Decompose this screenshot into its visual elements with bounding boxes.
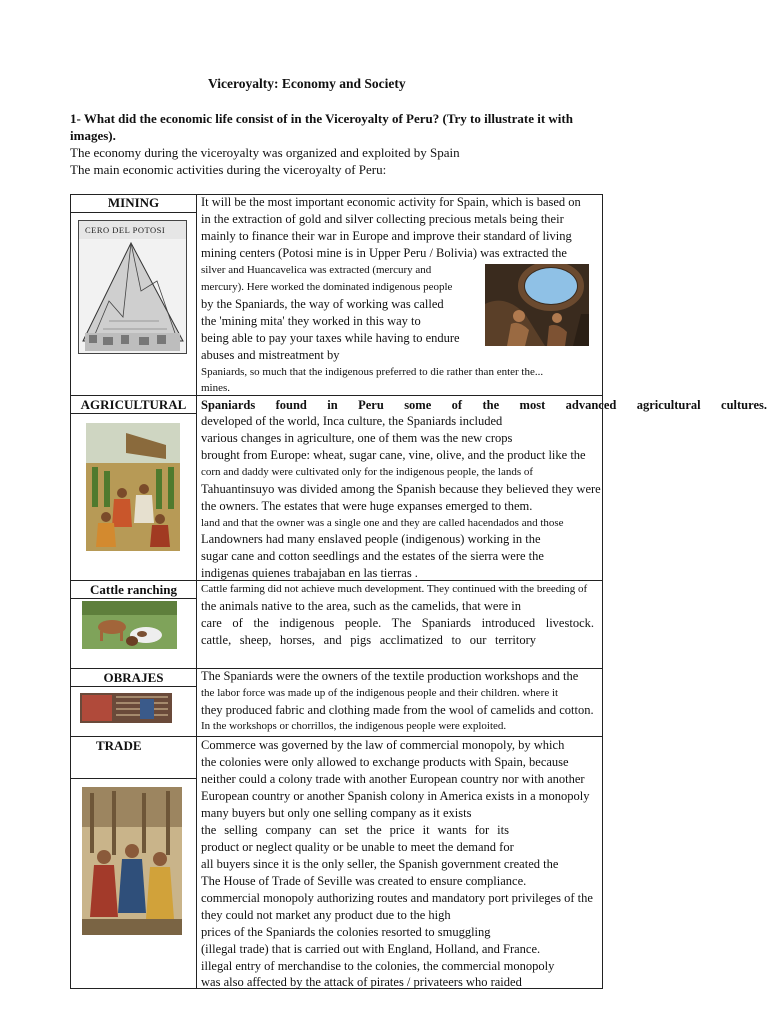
cattle-text-line: care of the indigenous people. The Spaniards introduced livestock. (201, 616, 594, 630)
potosi-engraving-image (78, 220, 187, 354)
cattle-text-line: cattle, sheep, horses, and pigs acclimatized to our territory (201, 633, 536, 647)
trade-text-line: many buyers but only one selling company as it exists (201, 806, 472, 820)
trade-text-line: the selling company can set the price it wants for its (201, 823, 509, 837)
question-heading: 1- What did the economic life consist of in the Viceroyalty of Peru? (Try to illustrate it with images). (70, 111, 573, 143)
trade-text-line: prices of the Spaniards the colonies resorted to smuggling (201, 925, 491, 939)
obrajes-text-line: they produced fabric and clothing made from the wool of camelids and cotton. (201, 703, 594, 717)
agricultural-text-line: Spaniards found in Peru some of the most advanced agricultural cultures. (201, 398, 767, 412)
trade-painting-image (82, 787, 182, 935)
agricultural-label: AGRICULTURAL (80, 397, 187, 412)
obrajes-label: OBRAJES (103, 670, 164, 685)
mining-text-line: mercury). Here worked the dominated indigenous people (201, 281, 453, 293)
potosi-image-caption: CERO DEL POTOSI (85, 225, 166, 235)
label-divider (70, 686, 197, 687)
mining-text-line: by the Spaniards, the way of working was called (201, 297, 444, 311)
mining-text-line: in the extraction of gold and silver collecting precious metals being their (201, 212, 564, 226)
row-divider (70, 395, 603, 396)
mining-text-line: It will be the most important economic activity for Spain, which is based on (201, 195, 581, 209)
trade-label: TRADE (96, 738, 142, 753)
mining-text-line: Spaniards, so much that the indigenous preferred to die rather than enter the... (201, 366, 544, 378)
cattle-text-line: Cattle farming did not achieve much development. They continued with the breeding of (201, 583, 588, 595)
obrajes-text-line: the labor force was made up of the indigenous people and their children. where it (201, 687, 559, 699)
trade-text-line: (illegal trade) that is carried out with England, Holland, and France. (201, 942, 541, 956)
obrajes-text-line: In the workshops or chorrillos, the indigenous people were exploited. (201, 720, 507, 732)
trade-text-line: neither could a colony trade with another European country nor with another (201, 772, 585, 786)
mining-text-line: mines. (201, 382, 231, 394)
trade-text-line: they could not market any product due to the high (201, 908, 451, 922)
cattle-text-line: the animals native to the area, such as the camelids, that were in (201, 599, 522, 613)
mining-text-line: mining centers (Potosi mine is in Upper Peru / Bolivia) was extracted the (201, 246, 567, 260)
label-divider (70, 598, 197, 599)
trade-text-line: was also affected by the attack of pirates / privateers who raided (201, 975, 522, 989)
textile-workshop-image (80, 693, 172, 723)
agricultural-text-line: brought from Europe: wheat, sugar cane, vine, olive, and the product like the (201, 448, 586, 462)
agricultural-text-line: land and that the owner was a single one and they are called hacendados and those (201, 517, 564, 529)
cattle-ranching-label: Cattle ranching (89, 582, 178, 597)
obrajes-text-line: The Spaniards were the owners of the textile production workshops and the (201, 669, 579, 683)
mining-text-line: abuses and mistreatment by (201, 348, 340, 362)
mine-workers-image (485, 264, 589, 346)
intro-line-1: The economy during the viceroyalty was organized and exploited by Spain (70, 145, 460, 160)
agricultural-text-line: corn and daddy were cultivated only for the indigenous people, the lands of (201, 466, 534, 478)
intro-line-2: The main economic activities during the viceroyalty of Peru: (70, 162, 387, 177)
trade-text-line: the colonies were only allowed to exchange products with Spain, because (201, 755, 569, 769)
agricultural-text-line: indigenas quienes trabajaban en las tierras . (201, 566, 418, 580)
trade-text-line: Commerce was governed by the law of commercial monopoly, by which (201, 738, 565, 752)
trade-text-line: illegal entry of merchandise to the colonies, the commercial monopoly (201, 959, 555, 973)
mining-label: MINING (107, 195, 160, 210)
agricultural-text-line: Tahuantinsuyo was divided among the Spanish because they believed they were (201, 482, 601, 496)
agricultural-text-line: sugar cane and cotton seedlings and the estates of the sierra were the (201, 549, 544, 563)
mining-text-line: being able to pay your taxes while having to endure (201, 331, 460, 345)
label-divider (70, 212, 197, 213)
trade-text-line: commercial monopoly authorizing routes and mandatory port privileges of the (201, 891, 593, 905)
trade-text-line: The House of Trade of Seville was created to ensure compliance. (201, 874, 527, 888)
agricultural-text-line: the owners. The estates that were huge expanses emerged to them. (201, 499, 533, 513)
mining-text-line: mainly to finance their war in Europe and improve their standard of living (201, 229, 572, 243)
mining-text-line: silver and Huancavelica was extracted (mercury and (201, 264, 432, 276)
agriculture-painting-image (86, 423, 180, 551)
page-title: Viceroyalty: Economy and Society (208, 76, 406, 91)
trade-text-line: European country or another Spanish colony in America exists in a monopoly (201, 789, 590, 803)
agricultural-text-line: various changes in agriculture, one of them was the new crops (201, 431, 513, 445)
label-divider (70, 413, 197, 414)
cattle-image (82, 601, 177, 649)
mining-text-line: the 'mining mita' they worked in this way to (201, 314, 421, 328)
label-divider (70, 778, 197, 779)
agricultural-text-line: developed of the world, Inca culture, the Spaniards included (201, 414, 503, 428)
agricultural-text-line: Landowners had many enslaved people (indigenous) working in the (201, 532, 541, 546)
trade-text-line: product or neglect quality or be unable to meet the demand for (201, 840, 514, 854)
trade-text-line: all buyers since it is the only seller, the Spanish government created the (201, 857, 559, 871)
